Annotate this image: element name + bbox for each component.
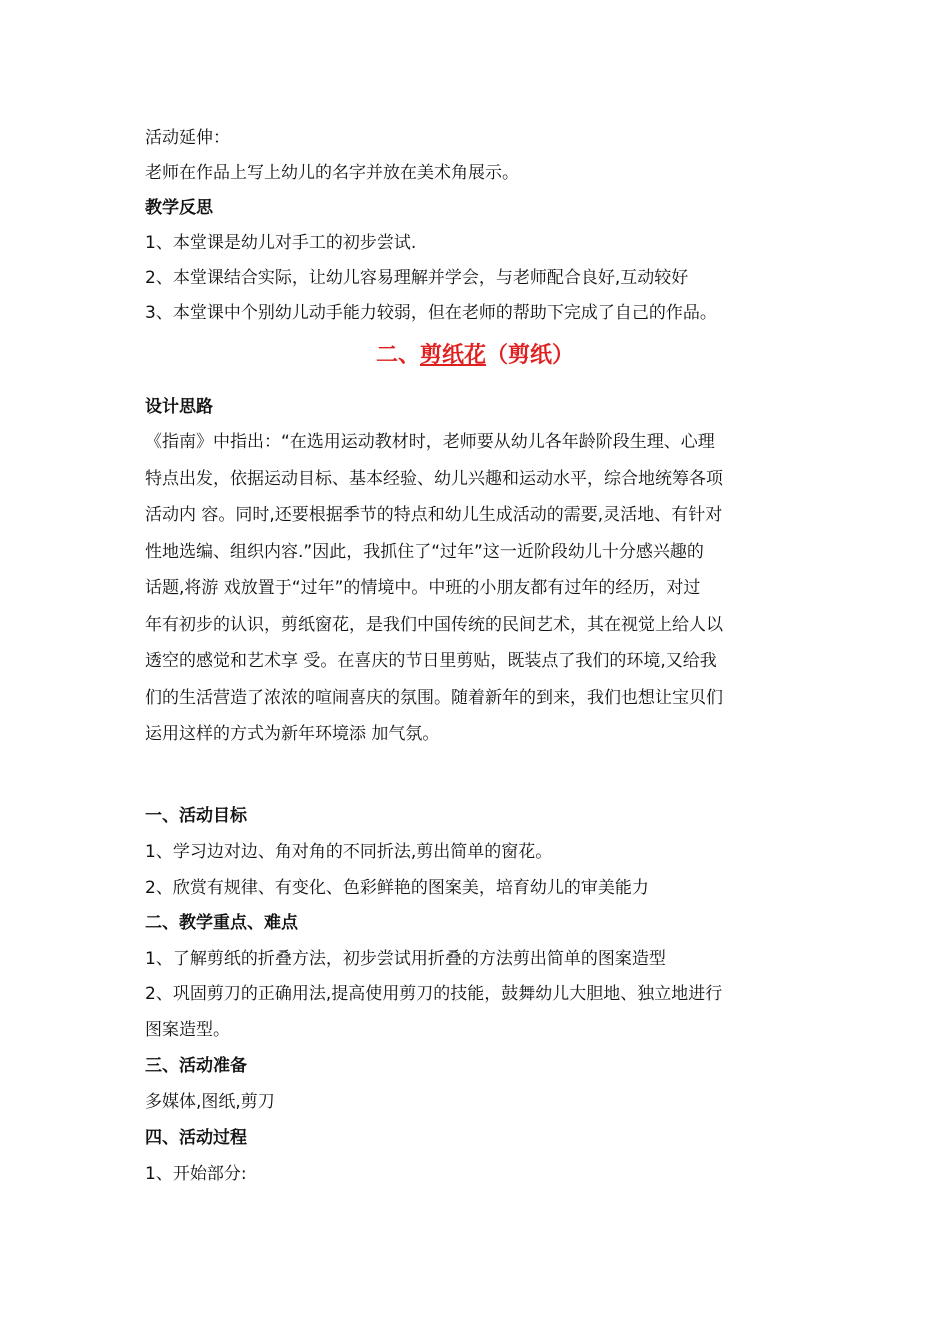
goal-item: 2、欣赏有规律、有变化、色彩鲜艳的图案美，培育幼儿的审美能力 [145,878,649,898]
process-item: 1、开始部分: [145,1164,247,1184]
reflection-heading: 教学反思 [145,198,213,218]
design-line: 透空的感觉和艺术享 受。在喜庆的节日里剪贴，既装点了我们的环境,又给我 [145,651,717,671]
process-heading: 四、活动过程 [145,1128,247,1148]
design-line: 们的生活营造了浓浓的喧闹喜庆的氛围。随着新年的到来，我们也想让宝贝们 [145,687,723,708]
title-prefix: 二、 [375,343,420,368]
key-point-item: 2、巩固剪刀的正确用法,提高使用剪刀的技能，鼓舞幼儿大胆地、独立地进行 [145,984,723,1004]
goal-heading: 一、活动目标 [145,806,247,826]
design-line: 活动内 容。同时,还要根据季节的特点和幼儿生成活动的需要,灵活地、有针对 [145,505,723,525]
design-line: 性地选编、组织内容.”因此，我抓住了“过年”这一近阶段幼儿十分感兴趣的 [145,541,704,562]
preparation-text: 多媒体,图纸,剪刀 [145,1092,275,1112]
reflection-item: 3、本堂课中个别幼儿动手能力较弱，但在老师的帮助下完成了自己的作品。 [145,303,717,323]
reflection-item: 2、本堂课结合实际，让幼儿容易理解并学会，与老师配合良好,互动较好 [145,268,689,288]
section-title [0,338,950,374]
goal-item: 1、学习边对边、角对角的不同折法,剪出简单的窗花。 [145,842,553,862]
design-line: 年有初步的认识，剪纸窗花，是我们中国传统的民间艺术，其在视觉上给人以 [145,614,723,635]
design-heading: 设计思路 [145,397,213,417]
extension-heading: 活动延伸： [145,128,230,148]
title-main: 剪纸花 [419,343,486,368]
design-line: 特点出发，依据运动目标、基本经验、幼儿兴趣和运动水平，综合地统筹各项 [145,468,723,489]
extension-text: 老师在作品上写上幼儿的名字并放在美术角展示。 [145,163,519,183]
reflection-item: 1、本堂课是幼儿对手工的初步尝试. [145,233,417,253]
key-point-item: 图案造型。 [145,1020,230,1040]
key-points-heading: 二、教学重点、难点 [145,913,298,933]
design-paragraph [145,424,815,753]
design-line: 《指南》中指出：“在选用运动教材时，老师要从幼儿各年龄阶段生理、心理 [145,432,715,452]
design-line: 话题,将游 戏放置于“过年”的情境中。中班的小朋友都有过年的经历，对过 [145,578,701,598]
preparation-heading: 三、活动准备 [145,1056,247,1076]
title-suffix: （剪纸） [486,343,575,368]
key-point-item: 1、了解剪纸的折叠方法，初步尝试用折叠的方法剪出简单的图案造型 [145,949,666,969]
design-line: 运用这样的方式为新年环境添 加气氛。 [145,724,440,744]
